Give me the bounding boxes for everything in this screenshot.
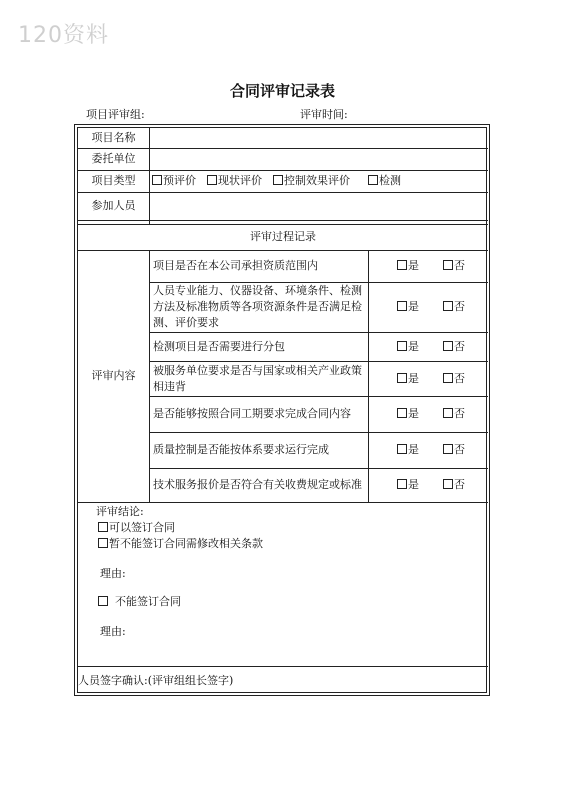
checkbox-icon: [98, 538, 108, 548]
no-option[interactable]: 否: [443, 299, 465, 315]
question-4: 被服务单位要求是否与国家或相关产业政策相违背: [153, 363, 362, 393]
checkbox-icon: [368, 175, 378, 185]
question-3: 检测项目是否需要进行分包: [153, 339, 285, 353]
answer-5: [369, 396, 488, 432]
checkbox-icon: [397, 301, 407, 311]
no-option[interactable]: 否: [443, 339, 465, 355]
no-option[interactable]: 否: [443, 258, 465, 274]
checkbox-icon: [443, 444, 453, 454]
conclusion-temp-cannot[interactable]: 暂不能签订合同需修改相关条款: [98, 536, 263, 552]
type-option-control[interactable]: 控制效果评价: [273, 173, 350, 189]
project-type-label: 项目类型: [91, 174, 136, 187]
answer-2: [369, 282, 488, 332]
watermark: 120资料: [18, 23, 109, 48]
checkbox-icon: [397, 479, 407, 489]
page-title: 合同评审记录表: [229, 82, 335, 100]
conclusion-label: 评审结论:: [96, 505, 144, 518]
checkbox-icon: [397, 408, 407, 418]
yes-option[interactable]: 是: [397, 258, 443, 274]
project-name-field[interactable]: [150, 128, 488, 148]
question-5: 是否能够按照合同工期要求完成合同内容: [153, 407, 351, 420]
review-content-label: 评审内容: [91, 369, 136, 382]
yes-option[interactable]: 是: [397, 299, 443, 315]
checkbox-icon: [98, 596, 108, 606]
review-form-inner: [77, 127, 487, 693]
checkbox-icon: [443, 408, 453, 418]
participants-label: 参加人员: [91, 199, 136, 212]
checkbox-icon: [443, 260, 453, 270]
yes-option[interactable]: 是: [397, 406, 443, 422]
answer-7: [369, 468, 488, 502]
client-field[interactable]: [150, 148, 488, 170]
project-name-label: 项目名称: [91, 131, 136, 144]
answer-4: [369, 361, 488, 396]
conclusion-cannot[interactable]: 不能签订合同: [98, 594, 181, 610]
yes-option[interactable]: 是: [397, 371, 443, 387]
type-option-current[interactable]: 现状评价: [207, 173, 262, 189]
yes-option[interactable]: 是: [397, 442, 443, 458]
review-time-label: 评审时间:: [300, 108, 348, 121]
review-group-label: 项目评审组:: [86, 108, 145, 121]
checkbox-icon: [443, 301, 453, 311]
no-option[interactable]: 否: [443, 406, 465, 422]
no-option[interactable]: 否: [443, 442, 465, 458]
reason-label-2: 理由:: [100, 625, 126, 638]
question-1: 项目是否在本公司承担资质范围内: [153, 259, 318, 272]
conclusion-can-sign[interactable]: 可以签订合同: [98, 520, 175, 536]
participants-field[interactable]: [150, 192, 488, 220]
checkbox-icon: [273, 175, 283, 185]
type-option-test[interactable]: 检测: [368, 173, 401, 189]
checkbox-icon: [443, 373, 453, 383]
reason-label-1: 理由:: [100, 567, 126, 580]
project-type-options: [150, 170, 488, 192]
signature-label: 人员签字确认:(评审组组长签字): [78, 674, 234, 687]
review-form-table: [74, 124, 490, 696]
checkbox-icon: [397, 260, 407, 270]
checkbox-icon: [443, 479, 453, 489]
no-option[interactable]: 否: [443, 371, 465, 387]
yes-option[interactable]: 是: [397, 339, 443, 355]
checkbox-icon: [397, 341, 407, 351]
question-6: 质量控制是否能按体系要求运行完成: [153, 443, 329, 456]
answer-6: [369, 432, 488, 468]
answer-1: [369, 250, 488, 282]
question-2: 人员专业能力、仪器设备、环境条件、检测方法及标准物质等各项资源条件是否满足检测、评价要求: [153, 284, 362, 329]
checkbox-icon: [152, 175, 162, 185]
checkbox-icon: [443, 341, 453, 351]
no-option[interactable]: 否: [443, 477, 465, 493]
answer-3: [369, 332, 488, 361]
checkbox-icon: [207, 175, 217, 185]
checkbox-icon: [397, 444, 407, 454]
checkbox-icon: [98, 522, 108, 532]
checkbox-icon: [397, 373, 407, 383]
client-label: 委托单位: [91, 152, 136, 165]
section-header: 评审过程记录: [250, 230, 316, 243]
type-option-pre[interactable]: 预评价: [152, 173, 196, 189]
yes-option[interactable]: 是: [397, 477, 443, 493]
question-7: 技术服务报价是否符合有关收费规定或标准: [153, 478, 362, 491]
